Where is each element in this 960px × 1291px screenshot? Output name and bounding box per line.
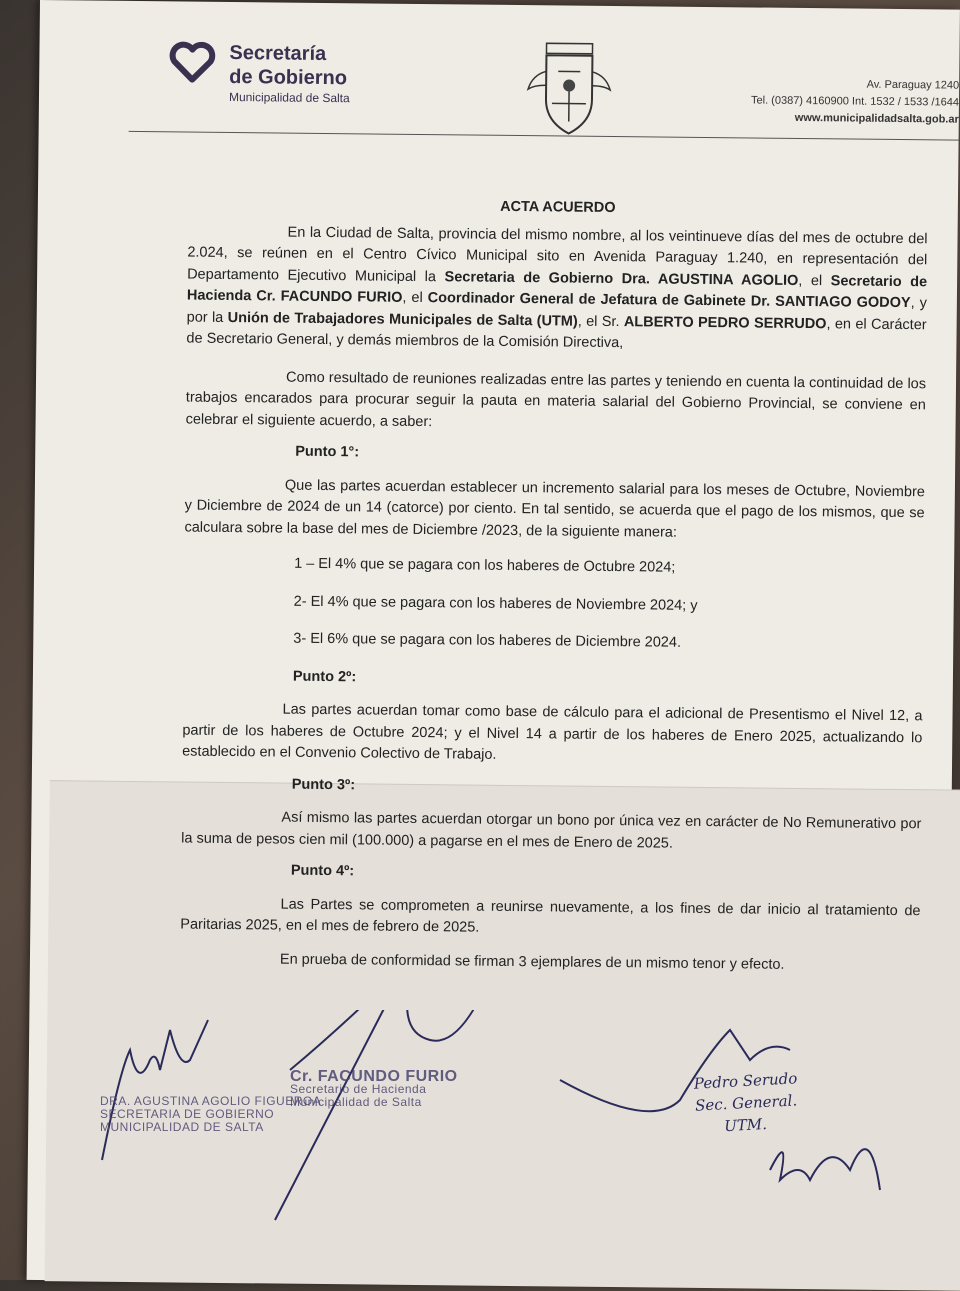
punto2-text: Las partes acuerdan tomar como base de cálculo para el adicional de Presentismo el Nivel 12, a partir de los haberes de Octubre 2024; y el Nivel 14 a partir de los haberes de Enero 2025, actualizando lo establecido en el Convenio Colectivo de Trabajo. <box>182 699 923 771</box>
punto1-text: Que las partes acuerdan establecer un incremento salarial para los meses de Octubre, Noviembre y Diciembre de 2024 de un 14 (catorce) por ciento. En tal sentido, se acuerda que el pago de los mismos, que se calculara sobre la base del mes de Diciembre /2023, de la siguiente manera: <box>184 474 925 546</box>
website: www.municipalidadsalta.gob.ar <box>751 109 959 128</box>
address: Av. Paraguay 1240 <box>751 75 959 94</box>
phone: Tel. (0387) 4160900 Int. 1532 / 1533 /1644 <box>751 92 959 111</box>
punto2-heading: Punto 2º: <box>183 665 923 694</box>
punto1-heading: Punto 1°: <box>185 441 925 470</box>
punto1-item: 3- El 6% que se pagara con los haberes de Diciembre 2024. <box>183 628 923 657</box>
context-paragraph: Como resultado de reuniones realizadas entre las partes y teniendo en cuenta la continuidad de los trabajos encarados para procurar seguir la pauta en materia salarial del Gobierno Provincial, se conviene en celebrar el siguiente acuerdo, a saber: <box>185 366 926 438</box>
punto3-text: Así mismo las partes acuerdan otorgar un bono por única vez en carácter de No Remunerativo por la suma de pesos cien mil (100.000) a pagarse en el mes de Enero de 2025. <box>181 807 921 858</box>
municipal-crest-icon <box>524 41 615 138</box>
heart-logo-icon <box>169 41 215 83</box>
brand-title-line2: de Gobierno <box>229 66 347 90</box>
contact-info <box>751 75 959 128</box>
punto1-item: 1 – El 4% que se pagara con los haberes de Octubre 2024; <box>184 553 924 582</box>
brand-title-line1: Secretaría <box>229 42 326 66</box>
punto1-item: 2- El 4% que se pagara con los haberes de Noviembre 2024; y <box>184 590 924 619</box>
stamp-secretario-hacienda: Cr. FACUNDO FURIO Secretario de Hacienda Municipalidad de Salta <box>290 1070 458 1109</box>
punto3-heading: Punto 3º: <box>182 773 922 802</box>
stamp-secretaria-gobierno: DRA. AGUSTINA AGOLIO FIGUEROA SECRETARIA DE GOBIERNO MUNICIPALIDAD DE SALTA <box>100 1095 321 1134</box>
punto4-heading: Punto 4º: <box>181 860 921 889</box>
document-body <box>180 194 928 978</box>
signature-area <box>90 1010 940 1230</box>
punto4-text: Las Partes se comprometen a reunirse nuevamente, a los fines de dar inicio al tratamiento de Paritarias 2025, en el mes de febrero de 2025. <box>180 893 920 944</box>
intro-paragraph: En la Ciudad de Salta, provincia del mismo nombre, al los veintinueve días del mes de octubre del 2.024, se reúnen en el Centro Cívico Municipal sito en Avenida Paraguay 1.240, en representación del Departamento Ejecutivo Municipal la Secretaria de Gobierno Dra. AGUSTINA AGOLIO, el Secretario de Hacienda Cr. FACUNDO FURIO, el Coordinador General de Jefatura de Gabinete Dr. SANTIAGO GODOY, y por la Unión de Trabajadores Municipales de Salta (UTM), el Sr. ALBERTO PEDRO SERRUDO, en el Carácter de Secretario General, y demás miembros de la Comisión Directiva, <box>186 221 927 358</box>
document-title: ACTA ACUERDO <box>188 194 928 223</box>
letterhead <box>129 41 960 150</box>
brand-subtitle: Municipalidad de Salta <box>229 90 350 105</box>
closing-paragraph: En prueba de conformidad se firman 3 ejemplares de un mismo tenor y efecto. <box>180 948 920 977</box>
handwritten-signature-note: Pedro Serudo Sec. General. UTM. <box>693 1067 800 1138</box>
